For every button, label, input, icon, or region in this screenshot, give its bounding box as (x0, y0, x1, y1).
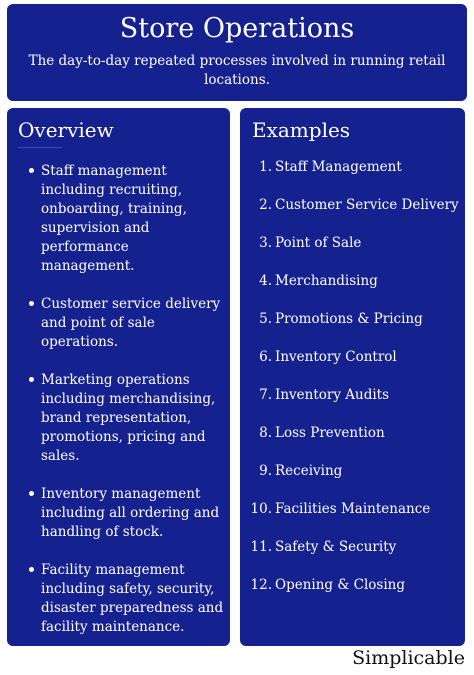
example-label: Staff Management (275, 159, 402, 175)
overview-item-text: Facility management including safety, security, disaster preparedness and facility maintenance. (41, 562, 224, 635)
bullet-icon (29, 168, 34, 173)
example-number: 5. (259, 311, 272, 327)
example-label: Receiving (275, 463, 343, 479)
example-item (240, 462, 465, 500)
example-item (240, 538, 465, 576)
example-item (240, 234, 465, 272)
examples-heading: Examples (252, 118, 351, 142)
overview-heading-underline (18, 147, 62, 148)
overview-item-text: Marketing operations including merchandising, brand representation, promotions, pricing and sales. (41, 372, 216, 464)
example-label: Opening & Closing (275, 577, 406, 593)
overview-item (7, 295, 230, 352)
overview-panel (7, 108, 230, 646)
example-item (240, 500, 465, 538)
overview-heading: Overview (18, 118, 114, 142)
overview-item (7, 485, 230, 542)
example-number: 6. (259, 349, 272, 365)
header-banner (7, 4, 467, 101)
example-item (240, 576, 465, 614)
example-item (240, 196, 465, 234)
bullet-icon (29, 377, 34, 382)
example-number: 3. (259, 235, 272, 251)
example-number: 7. (259, 387, 272, 403)
example-label: Safety & Security (275, 539, 397, 555)
example-item (240, 424, 465, 462)
page-title: Store Operations (119, 13, 355, 44)
example-number: 2. (259, 197, 272, 213)
example-item (240, 386, 465, 424)
example-label: Customer Service Delivery (275, 197, 459, 213)
example-number: 12. (250, 577, 272, 593)
example-item (240, 272, 465, 310)
examples-list (240, 158, 465, 614)
bullet-icon (29, 301, 34, 306)
example-number: 10. (250, 501, 272, 517)
example-label: Facilities Maintenance (275, 501, 431, 517)
page-subtitle: The day-to-day repeated processes involved in running retail locations. (28, 53, 446, 88)
brand-watermark: Simplicable (352, 647, 465, 669)
example-label: Inventory Control (275, 349, 397, 365)
overview-item-text: Customer service delivery and point of sale operations. (41, 296, 221, 350)
example-label: Point of Sale (275, 235, 362, 251)
example-label: Inventory Audits (275, 387, 390, 403)
overview-item (7, 561, 230, 637)
example-item (240, 348, 465, 386)
example-number: 4. (259, 273, 272, 289)
example-number: 9. (259, 463, 272, 479)
overview-item (7, 371, 230, 466)
example-number: 8. (259, 425, 272, 441)
example-number: 1. (259, 159, 272, 175)
example-label: Loss Prevention (275, 425, 385, 441)
bullet-icon (29, 567, 34, 572)
example-item (240, 158, 465, 196)
overview-item (7, 162, 230, 276)
example-number: 11. (250, 539, 272, 555)
overview-item-text: Staff management including recruiting, onboarding, training, supervision and performance management. (41, 163, 187, 274)
overview-item-text: Inventory management including all ordering and handling of stock. (41, 486, 220, 540)
examples-panel (240, 108, 465, 646)
example-item (240, 310, 465, 348)
overview-list (7, 162, 230, 656)
example-label: Promotions & Pricing (275, 311, 423, 327)
example-label: Merchandising (275, 273, 378, 289)
bullet-icon (29, 491, 34, 496)
